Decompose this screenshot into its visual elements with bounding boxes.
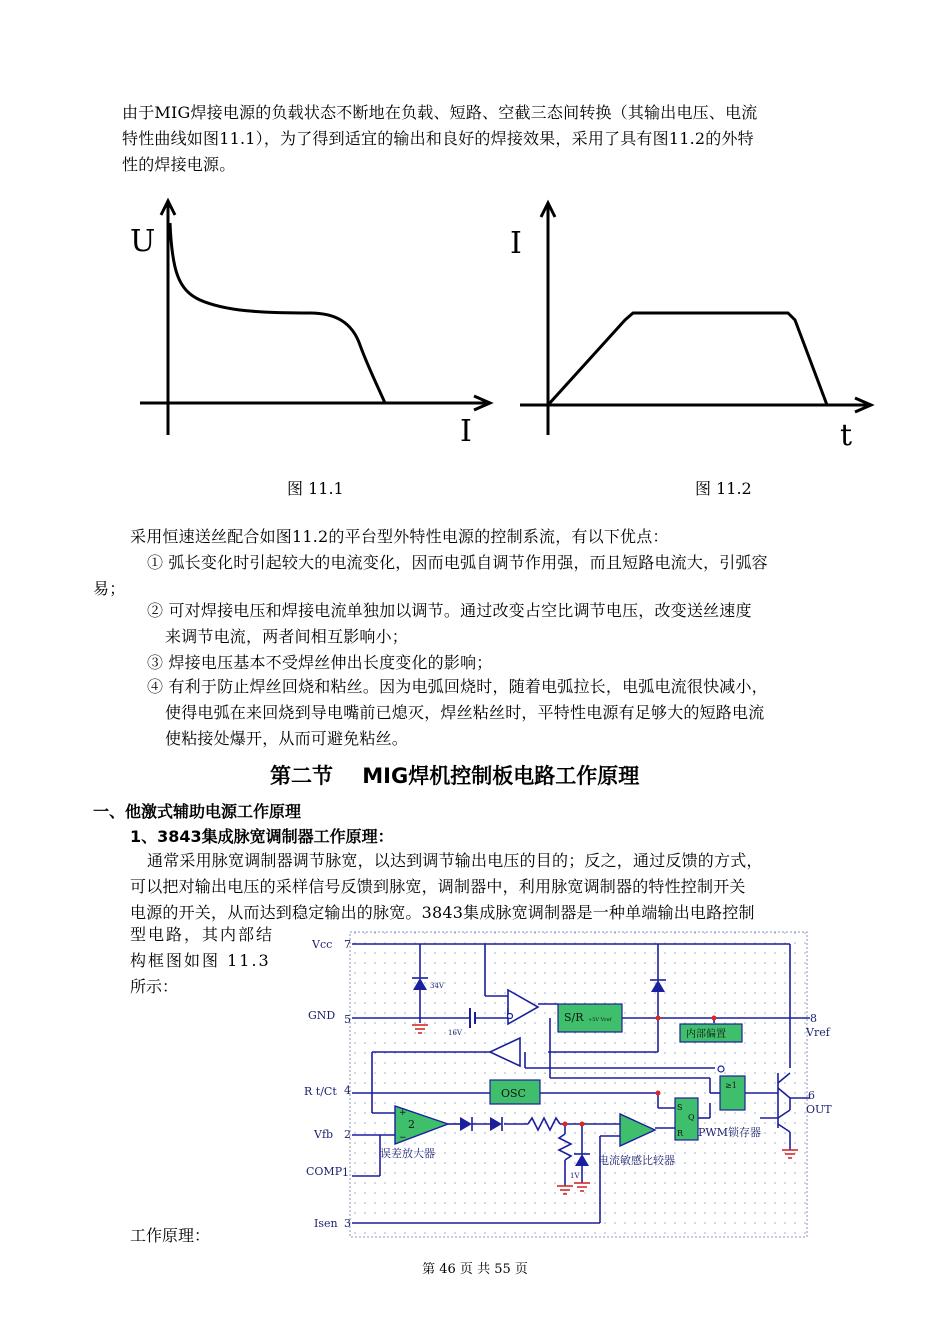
- junction-5: [580, 1122, 585, 1127]
- pin-gnd-num: 5: [344, 1013, 351, 1026]
- advantage-4-line-2: 使得电弧在来回烧到导电嘴前已熄灭，焊丝粘丝时，平特性电源有足够大的短路电流: [165, 703, 765, 722]
- intro-line-3: 性的焊接电源。: [122, 155, 236, 174]
- pin-rtct-num: 4: [344, 1084, 351, 1097]
- intro-line-2: 特性曲线如图11.1），为了得到适宜的输出和良好的焊接效果，采用了具有图11.2的外特: [122, 129, 754, 148]
- body-line-3: 电源的开关，从而达到稳定输出的脉宽。3843集成脉宽调制器是一种单端输出电路控制: [130, 903, 755, 922]
- latch-r-label: R: [677, 1129, 684, 1138]
- body-line-4: 型电路，其内部结: [130, 925, 275, 944]
- fig2-curve: [548, 313, 827, 405]
- fig2-y-label: I: [510, 226, 522, 261]
- pin-rtct-label: R t/Ct: [304, 1085, 337, 1098]
- fig1-curve: [170, 223, 385, 403]
- figure-11-3-circuit: [300, 928, 845, 1240]
- error-amp-plus: +: [399, 1108, 407, 1118]
- pin-isen-num: 3: [344, 1217, 351, 1230]
- or-gate-label: ≥1: [725, 1081, 737, 1090]
- current-comparator-label: 电流敏感比较器: [598, 1154, 675, 1167]
- latch-s-label: S: [677, 1103, 683, 1112]
- sr-label: S/R: [564, 1011, 584, 1024]
- junction-2: [712, 1016, 717, 1021]
- pin-isen-label: Isen: [314, 1217, 338, 1230]
- pin-vref-num: 8: [810, 1012, 817, 1025]
- osc-label: OSC: [501, 1087, 526, 1100]
- advantage-2-line-1: ② 可对焊接电压和焊接电流单独加以调节。通过改变占空比调节电压，改变送丝速度: [147, 601, 752, 620]
- junction-1: [656, 1016, 661, 1021]
- body-line-6: 所示：: [130, 977, 179, 996]
- pin-out-num: 6: [808, 1089, 815, 1102]
- error-amp-minus: −: [399, 1133, 407, 1143]
- inverter-bubble: [718, 1066, 724, 1072]
- advantage-1-line-1: ① 弧长变化时引起较大的电流变化，因而电弧自调节作用强，而且短路电流大，引弧容: [147, 553, 768, 572]
- subsection-1: 一、他激式辅助电源工作原理: [93, 802, 302, 821]
- zener-1v-label: 1V: [570, 1172, 580, 1180]
- body-line-2: 可以把对输出电压的采样信号反馈到脉宽，调制器中，利用脉宽调制器的特性控制开关: [130, 877, 746, 896]
- fig2-caption: 图 11.2: [695, 479, 752, 498]
- intro-line-1: 由于MIG焊接电源的负载状态不断地在负载、短路、空截三态间转换（其输出电压、电流: [122, 103, 758, 122]
- fig2-x-label: t: [840, 418, 853, 453]
- error-amp-label: 误差放大器: [380, 1147, 435, 1160]
- body-line-1: 通常采用脉宽调制器调节脉宽，以达到调节输出电压的目的；反之，通过反馈的方式，: [147, 851, 763, 870]
- pwm-latch-label: PWM锁存器: [698, 1126, 761, 1139]
- pin-comp-label: COMP: [306, 1165, 343, 1178]
- advantage-2-line-2: 来调节电流，两者间相互影响小；: [165, 627, 409, 646]
- amp-bubble: [508, 1014, 513, 1019]
- pin-vfb-num: 2: [344, 1128, 351, 1141]
- pin-vcc-num: 7: [344, 938, 351, 951]
- pin-gnd-label: GND: [308, 1009, 336, 1022]
- advantage-4-line-3: 使粘接处爆开，从而可避免粘丝。: [165, 729, 409, 748]
- advantages-lead: 采用恒速送丝配合如图11.2的平台型外特性电源的控制系流，有以下优点：: [130, 527, 669, 546]
- fig1-x-label: I: [460, 414, 472, 449]
- battery-label: 16V: [448, 1029, 462, 1037]
- figure-11-1: [130, 195, 500, 455]
- body-line-5: 构框图如图 11.3: [130, 951, 271, 970]
- fig1-y-label: U: [130, 224, 156, 259]
- zener-34v-label: 34V: [430, 982, 444, 990]
- pin-vfb-label: Vfb: [314, 1128, 334, 1141]
- advantage-1-line-2: 易；: [93, 579, 126, 598]
- page-footer: 第 46 页 共 55 页: [422, 1262, 528, 1277]
- work-principle-label: 工作原理：: [130, 1226, 211, 1245]
- pin-vcc-label: Vcc: [312, 938, 333, 951]
- subsection-1-1: 1、3843集成脉宽调制器工作原理：: [130, 827, 394, 846]
- fig1-caption: 图 11.1: [287, 479, 344, 498]
- pin-out-label: OUT: [806, 1103, 832, 1116]
- error-amp-num: 2: [408, 1118, 415, 1131]
- pin-comp-num: 1: [342, 1166, 349, 1179]
- figure-11-2: [505, 195, 885, 455]
- junction-3: [656, 1091, 661, 1096]
- junction-4: [563, 1122, 568, 1127]
- advantage-4-line-1: ④ 有利于防止焊丝回烧和粘丝。因为电弧回烧时，随着电弧拉长，电弧电流很快减小，: [147, 677, 768, 696]
- advantage-3: ③ 焊接电压基本不受焊丝伸出长度变化的影响；: [147, 653, 493, 672]
- latch-q-label: Q: [688, 1113, 695, 1122]
- section-title: 第二节 MIG焊机控制板电路工作原理: [270, 764, 640, 788]
- sr-sub-label: +5V Vref: [588, 1017, 612, 1023]
- pin-vref-label: Vref: [806, 1026, 830, 1039]
- internal-bias-label: 内部偏置: [686, 1029, 726, 1040]
